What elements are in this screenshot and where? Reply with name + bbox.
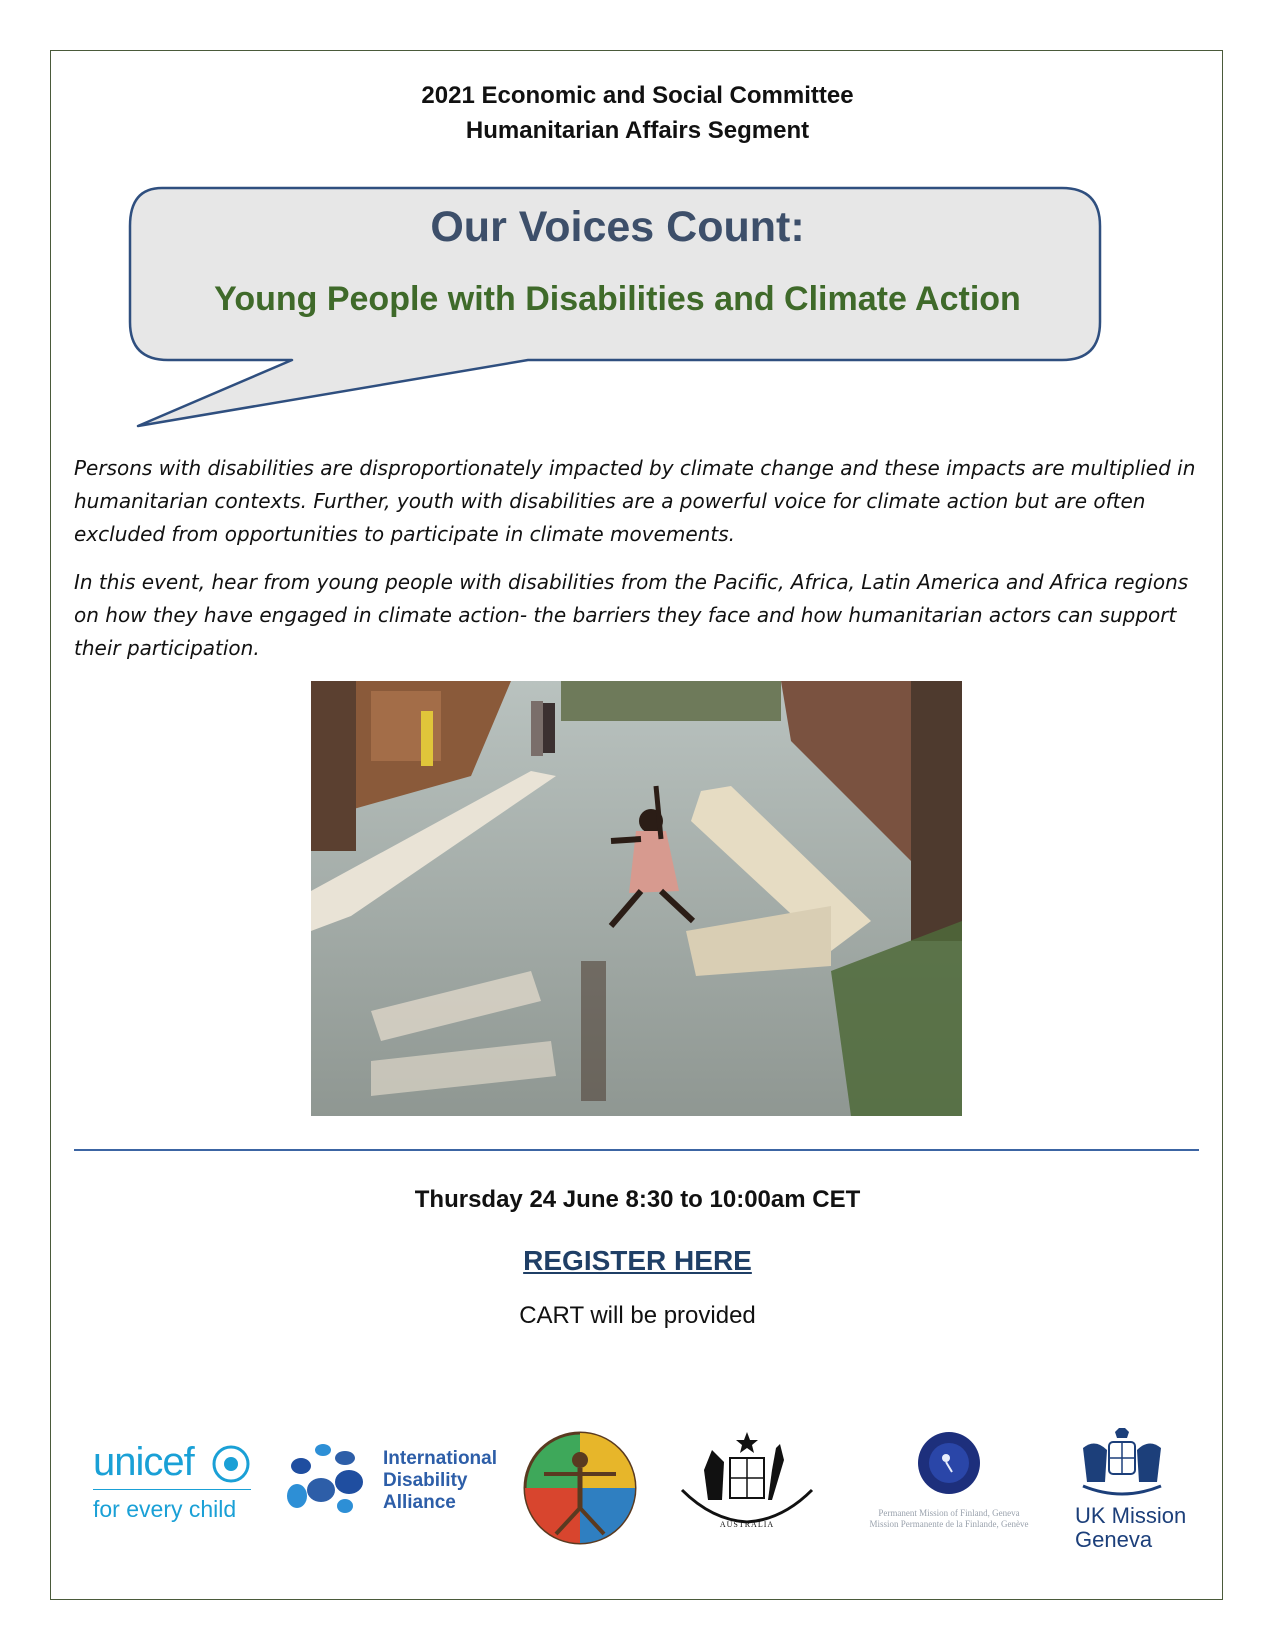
- intro-paragraph-1: Persons with disabilities are disproportionately impacted by climate change and these impacts are multiplied in humanitarian contexts. Further, youth with disabilities are a powerful voice for climate action but are often excluded from opportunities to participate in climate movements.: [74, 456, 1196, 546]
- globe-figure-icon: [522, 1430, 638, 1546]
- ida-logo: [283, 1440, 503, 1540]
- intro-text: [74, 452, 1204, 680]
- header-line-2: Humanitarian Affairs Segment: [465, 117, 810, 144]
- event-date: Thursday 24 June 8:30 to 10:00am CET: [414, 1186, 861, 1213]
- section-divider: [74, 1149, 1199, 1151]
- unicef-wordmark: unicef: [93, 1440, 194, 1484]
- finland-line-1: Permanent Mission of Finland, Geneva: [878, 1508, 1020, 1518]
- event-subtitle: Young People with Disabilities and Climate Action: [214, 280, 1021, 318]
- uk-line-2: Geneva: [1075, 1527, 1153, 1552]
- royal-coat-of-arms-icon: [1077, 1428, 1167, 1500]
- header-line-1: 2021 Economic and Social Committee: [421, 82, 854, 109]
- uk-line-1: UK Mission: [1075, 1503, 1187, 1528]
- flood-photo: [311, 681, 962, 1116]
- ida-line-2: Disability: [383, 1470, 468, 1491]
- intro-paragraph-2: In this event, hear from young people with disabilities from the Pacific, Africa, Latin America and Africa regions on how they have engaged in climate action- the barriers they face and how humanitarian actors can support their participation.: [74, 570, 1189, 660]
- register-link-wrapper: [0, 1245, 1275, 1277]
- australia-coat-of-arms: [672, 1430, 822, 1550]
- uk-mission-logo: [1075, 1428, 1205, 1558]
- ida-dots-icon: [283, 1440, 373, 1522]
- ida-line-3: Alliance: [383, 1492, 456, 1513]
- register-link[interactable]: REGISTER HERE: [523, 1245, 752, 1276]
- finland-mission-icon: [916, 1430, 982, 1496]
- ida-line-1: International: [383, 1448, 498, 1469]
- finland-mission-logo: [843, 1430, 1055, 1550]
- unicef-tagline: for every child: [93, 1496, 237, 1522]
- australia-scroll-text: AUSTRALIA: [719, 1520, 775, 1529]
- unicef-logo: [93, 1440, 263, 1540]
- event-title: Our Voices Count:: [430, 203, 805, 251]
- sponsor-logos: [0, 1420, 1275, 1560]
- cart-note: CART will be provided: [519, 1302, 756, 1329]
- finland-line-2: Mission Permanente de la Finlande, Genève: [869, 1519, 1029, 1529]
- unicef-emblem-icon: [211, 1444, 251, 1484]
- globe-figure-logo: [522, 1430, 638, 1546]
